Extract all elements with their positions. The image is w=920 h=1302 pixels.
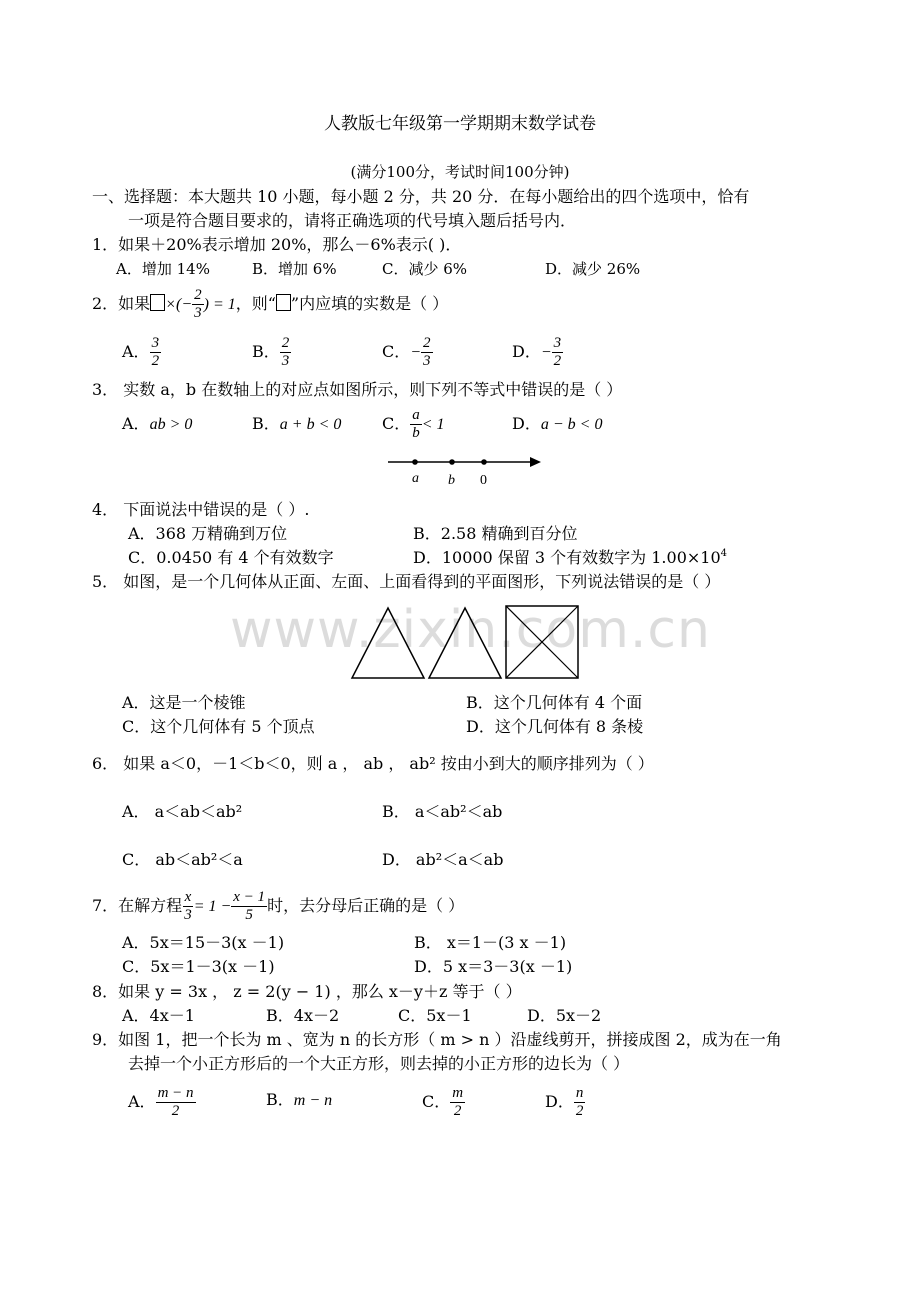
q5-option-c: C．这个几何体有 5 个顶点: [122, 717, 315, 736]
q8-stem: 8．如果 y = 3x ， z = 2(y − 1) ，那么 x－y＋z 等于（ ）: [92, 982, 522, 1001]
point-b: [449, 459, 455, 465]
q7-option-c: C．5x＝1－3(x －1): [122, 957, 275, 976]
q2-option-b: B． $\frac{2}{3}$: [252, 335, 290, 369]
q6-option-d: D． ab²＜a＜ab: [382, 850, 504, 869]
q4-stem: 4． 下面说法中错误的是（ ）.: [92, 500, 310, 519]
label-zero: 0: [480, 473, 487, 488]
q3-option-d: D．a − b < 0: [512, 414, 603, 433]
q2-option-d: D．− $\frac{3}{2}$: [512, 335, 562, 369]
q3-stem: 3． 实数 a，b 在数轴上的对应点如图所示，则下列不等式中错误的是（ ）: [92, 380, 623, 399]
point-a: [412, 459, 418, 465]
blank-box-2: [276, 294, 291, 311]
q7-stem: 7．在解方程 $\frac{x}{3}$ = 1 − $\frac{x - 1}{5}$ 时，去分母后正确的是（ ）: [92, 889, 465, 923]
q9-option-d: D． $\frac{n}{2}$: [545, 1085, 584, 1119]
q4-option-a: A．368 万精确到万位: [128, 524, 288, 543]
front-view-triangle: [352, 608, 424, 678]
label-b: b: [448, 473, 455, 488]
q1-option-a: A．增加 14%: [116, 260, 210, 278]
q6-option-b: B． a＜ab²＜ab: [382, 802, 503, 821]
label-a: a: [412, 471, 419, 486]
q9-stem-line2: 去掉一个小正方形后的一个大正方形，则去掉的小正方形的边长为（ ）: [128, 1054, 630, 1073]
three-views-figure: [346, 600, 586, 682]
q9-option-a: A． $\frac{m - n}{2}$: [128, 1085, 194, 1119]
q2-option-a: A． $\frac{3}{2}$: [122, 335, 160, 369]
q9-option-b: B．m − n: [266, 1090, 333, 1109]
q6-option-c: C． ab＜ab²＜a: [122, 850, 243, 869]
q4-option-b: B．2.58 精确到百分位: [413, 524, 578, 543]
q3-option-b: B．a + b < 0: [252, 414, 342, 433]
q7-option-b: B． x＝1－(3 x －1): [414, 933, 567, 952]
q5-option-b: B．这个几何体有 4 个面: [466, 693, 643, 712]
q5-stem: 5． 如图，是一个几何体从正面、左面、上面看得到的平面图形，下列说法错误的是（ ）: [92, 572, 721, 591]
q7-option-d: D．5 x＝3－3(x －1): [414, 957, 573, 976]
q9-option-c: C． $\frac{m}{2}$: [422, 1085, 464, 1119]
q2-stem: 2．如果 ×(− $\frac{2}{3}$ ) = 1，则“ ”内应填的实数是（ ）: [92, 287, 449, 321]
section-heading-line2: 一项是符合题目要求的，请将正确选项的代号填入题后括号内．: [128, 211, 577, 230]
q3-option-a: A．ab > 0: [122, 414, 193, 433]
q4-option-d: D．10000 保留 3 个有效数字为 $1.00\times 10^4$: [413, 548, 728, 567]
q1-option-d: D．减少 26%: [545, 260, 641, 278]
q8-option-a: A．4x－1: [122, 1006, 195, 1025]
q3-option-c: C． $\frac{a}{b}$ < 1: [382, 407, 445, 441]
page-title: 人教版七年级第一学期期末数学试卷: [324, 114, 596, 134]
q8-option-b: B．4x－2: [266, 1006, 340, 1025]
q1-option-b: B．增加 6%: [252, 260, 337, 278]
q8-option-c: C．5x－1: [398, 1006, 472, 1025]
q8-option-d: D．5x－2: [527, 1006, 602, 1025]
blank-box: [150, 294, 165, 311]
number-line-figure: [380, 450, 550, 490]
q7-option-a: A．5x＝15－3(x －1): [122, 933, 285, 952]
q9-stem-line1: 9．如图 1，把一个长为 m 、宽为 n 的长方形（ m > n ）沿虚线剪开，拼接成图 2，成为在一角: [92, 1030, 782, 1049]
q5-option-d: D．这个几何体有 8 条棱: [466, 717, 644, 736]
q6-stem: 6． 如果 a＜0，－1＜b＜0，则 a ， ab ， ab² 按由小到大的顺序排列为（ ）: [92, 754, 654, 773]
number-line-arrow: [530, 457, 541, 467]
q1-stem: 1．如果＋20%表示增加 20%，那么－6%表示( )．: [92, 235, 462, 254]
q1-option-c: C．减少 6%: [382, 260, 468, 278]
q2-option-c: C．− $\frac{2}{3}$: [382, 335, 431, 369]
watermark: www.zixin.com.cn: [230, 600, 711, 660]
section-heading-line1: 一、选择题：本大题共 10 小题，每小题 2 分，共 20 分．在每小题给出的四个选项中，恰有: [92, 187, 750, 206]
q5-option-a: A．这是一个棱锥: [122, 693, 246, 712]
side-view-triangle: [429, 608, 501, 678]
point-zero: [481, 459, 487, 465]
q4-option-c: C．0.0450 有 4 个有效数字: [128, 548, 334, 567]
page-subtitle: (满分100分，考试时间100分钟): [350, 163, 570, 181]
q6-option-a: A． a＜ab＜ab²: [122, 802, 243, 821]
